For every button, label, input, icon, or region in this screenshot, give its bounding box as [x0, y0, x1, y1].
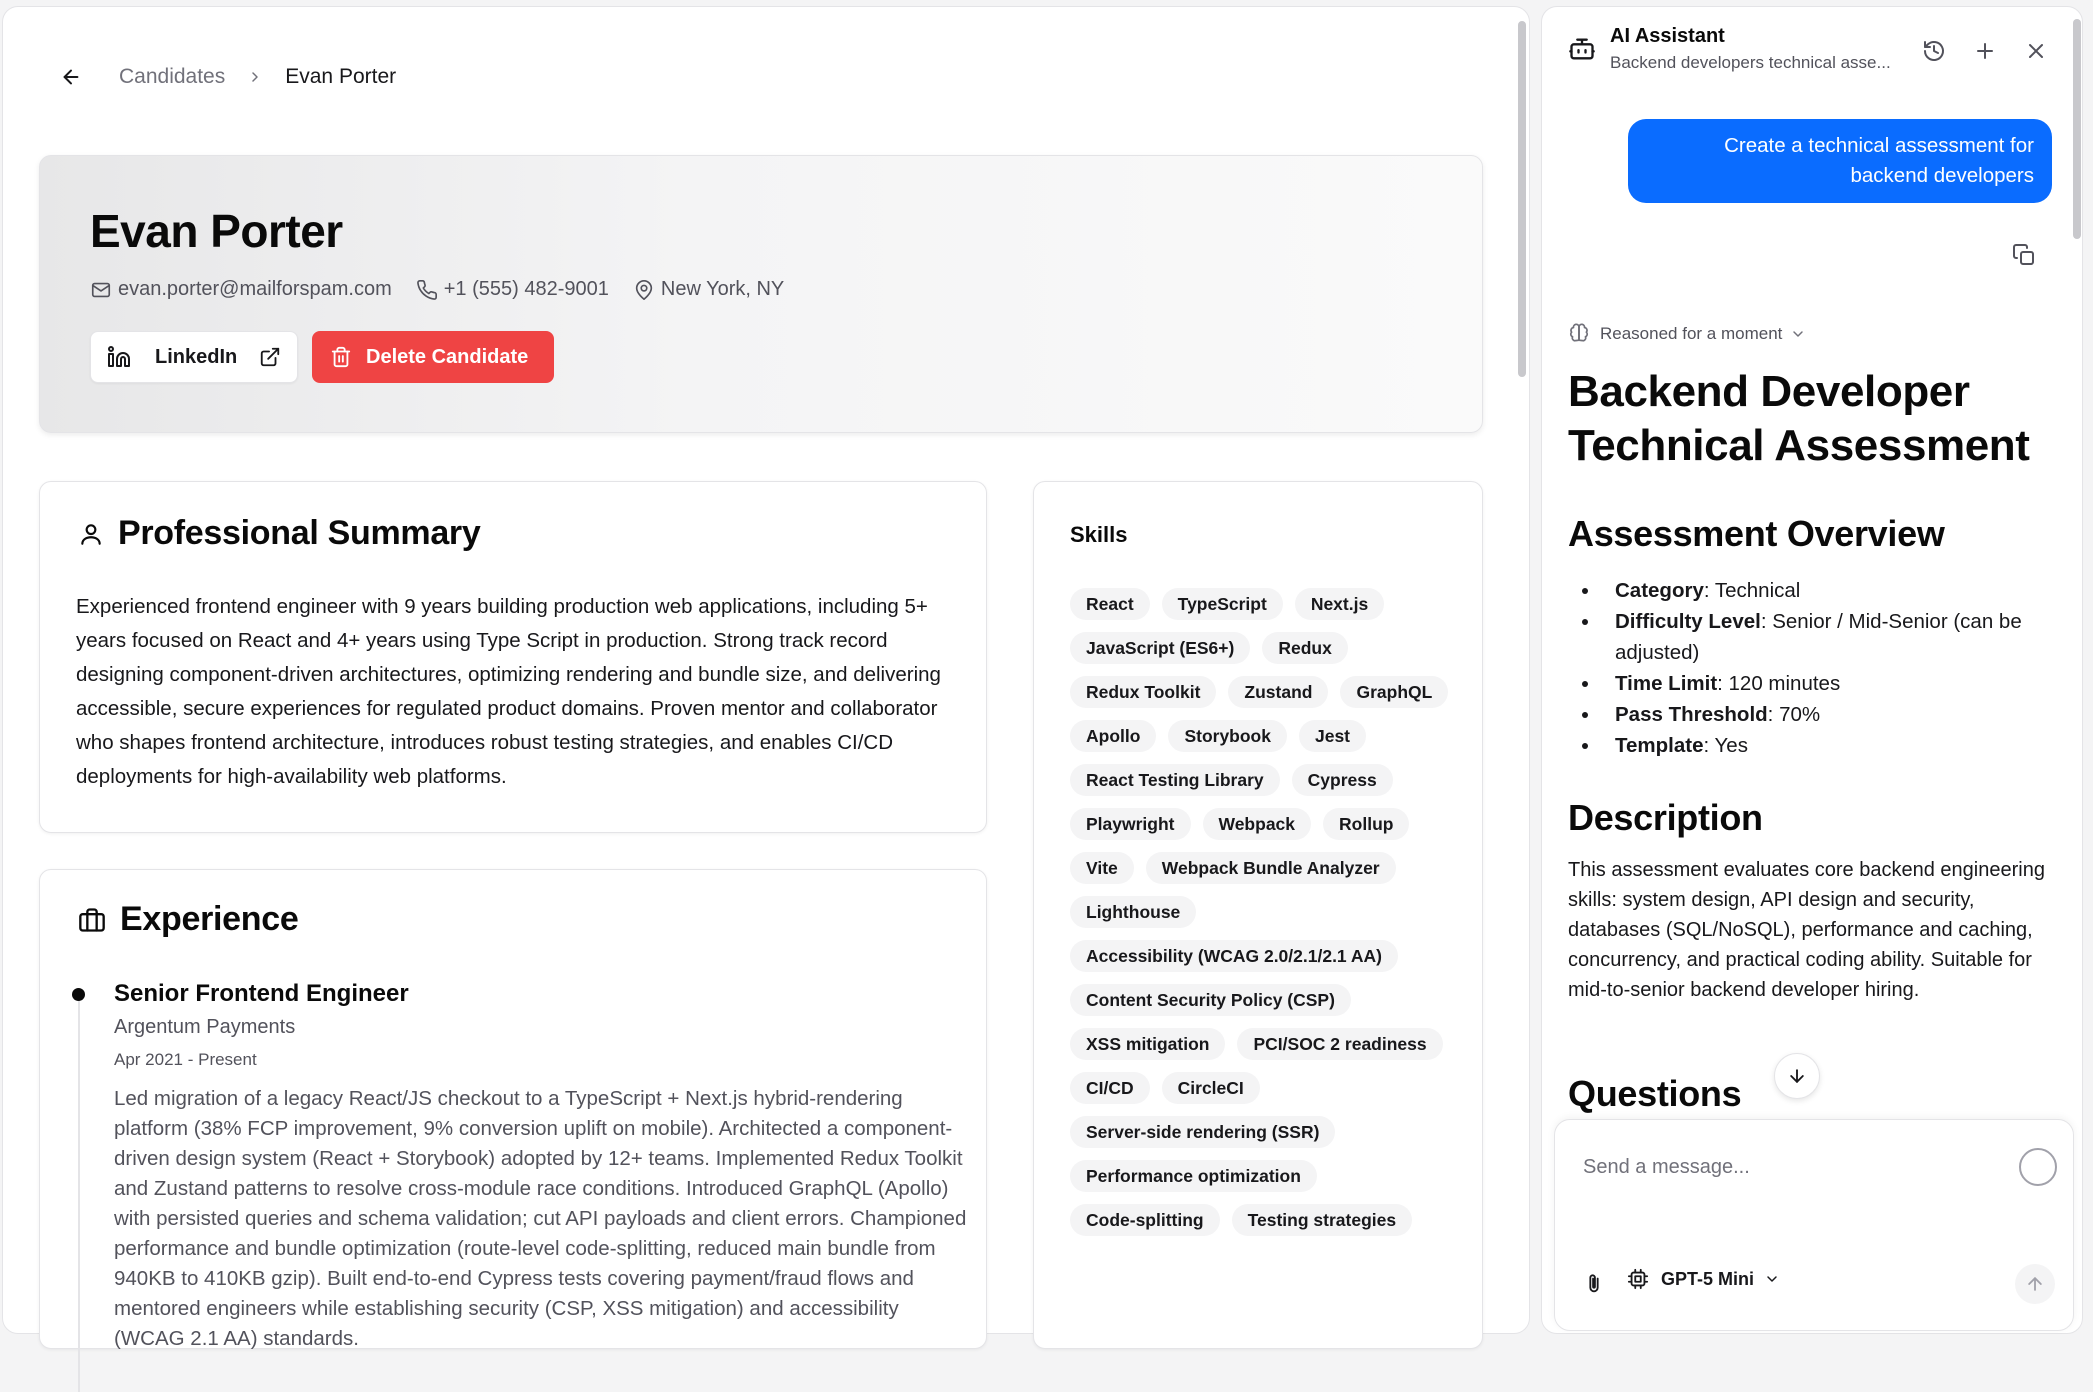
description-heading: Description [1568, 797, 1763, 838]
brain-icon [1568, 323, 1590, 345]
reasoned-label: Reasoned for a moment [1600, 324, 1783, 343]
candidate-profile-card [39, 155, 1483, 433]
copy-button[interactable] [2012, 243, 2036, 272]
plus-icon [1973, 39, 1997, 63]
message-input[interactable] [1583, 1156, 1983, 1179]
overview-label: Pass Threshold [1615, 703, 1768, 726]
job-description: Led migration of a legacy React/JS checkout to a TypeScript + Next.js hybrid-rendering platform (38% FCP improvement, 9% conversion uplift on mobile). Architected a component-driven design system (React + Storybook) adopted by 12+ teams. Implemented Redux Toolkit and Zustand patterns to resolve cross-module race conditions. Introduced GraphQL (Apollo) with persisted queries and schema validation; cut API payloads and client errors. Championed performance and bundle optimization (route-level code-splitting, reduced main bundle from 940KB to 410KB gzip). Built end-to-end Cypress tests covering payment/fraud flows and mentored engineers while establishing security (CSP, XSS mitigation) and accessibility (WCAG 2.1 AA) standards. [114, 1087, 967, 1350]
linkedin-icon [107, 345, 131, 369]
skills-card [1033, 481, 1483, 1349]
back-button[interactable] [55, 61, 87, 93]
skill-chip: GraphQL [1340, 676, 1448, 708]
overview-heading: Assessment Overview [1568, 513, 1945, 554]
map-pin-icon [633, 279, 655, 301]
arrow-down-icon [1787, 1066, 1807, 1086]
main-scrollbar[interactable] [1518, 21, 1526, 377]
paperclip-icon [1583, 1272, 1605, 1296]
user-icon [78, 521, 104, 547]
overview-item-time-limit [1568, 668, 2058, 699]
overview-value: : Technical [1703, 579, 1801, 602]
delete-candidate-button[interactable] [312, 331, 554, 383]
candidate-detail-panel [2, 6, 1530, 1350]
skill-chip: Webpack Bundle Analyzer [1146, 852, 1396, 884]
bot-icon [1568, 35, 1596, 63]
timeline-dot [72, 988, 85, 1001]
skill-chip: Performance optimization [1070, 1160, 1317, 1192]
email-contact[interactable] [90, 278, 392, 301]
message-composer [1554, 1119, 2074, 1331]
skill-chip: Server-side rendering (SSR) [1070, 1116, 1335, 1148]
close-icon [2024, 39, 2048, 63]
reasoning-toggle[interactable] [1568, 323, 1806, 345]
skill-chip: CircleCI [1162, 1072, 1260, 1104]
skill-chip: Code-splitting [1070, 1204, 1220, 1236]
overview-value: : 70% [1767, 703, 1821, 726]
phone-text: +1 (555) 482-9001 [443, 278, 609, 300]
skill-chip: React [1070, 588, 1150, 620]
send-button[interactable] [2015, 1264, 2055, 1304]
model-selector[interactable] [1627, 1268, 1780, 1290]
skill-chip: Playwright [1070, 808, 1191, 840]
assistant-subtitle: Backend developers technical asse... [1610, 53, 1891, 72]
skill-chip: Redux [1262, 632, 1347, 664]
voice-status-indicator[interactable] [2019, 1148, 2057, 1186]
back-arrow-icon [60, 66, 82, 88]
cpu-icon [1627, 1268, 1649, 1290]
skill-chip: Apollo [1070, 720, 1156, 752]
skill-chip: XSS mitigation [1070, 1028, 1225, 1060]
trash-icon [330, 346, 352, 368]
overview-value: : 120 minutes [1717, 672, 1841, 695]
assessment-title: Backend Developer Technical Assessment [1568, 367, 2030, 470]
external-link-icon [259, 346, 281, 368]
copy-icon [2012, 243, 2036, 267]
phone-icon [416, 279, 438, 301]
mail-icon [90, 279, 112, 301]
contact-info [90, 278, 808, 301]
overview-item-difficulty [1568, 606, 2058, 668]
skill-chip: PCI/SOC 2 readiness [1237, 1028, 1442, 1060]
overview-item-pass-threshold [1568, 699, 2058, 730]
professional-summary-heading [78, 514, 480, 553]
assistant-header [1542, 7, 2082, 87]
breadcrumb-candidates-link[interactable]: Candidates [119, 65, 226, 88]
chevron-down-icon [1790, 326, 1806, 342]
ai-assistant-panel [1541, 6, 2083, 1334]
description-text: This assessment evaluates core backend engineering skills: system design, API design and security, databases (SQL/NoSQL), performance and caching, concurrency, and practical coding ability. Suitable for mid-to-senior backend developer hiring. [1568, 859, 2045, 1001]
skill-chip: Redux Toolkit [1070, 676, 1216, 708]
phone-contact[interactable] [416, 278, 609, 301]
overview-value: : Yes [1703, 734, 1748, 757]
briefcase-icon [78, 906, 106, 934]
skill-chip: CI/CD [1070, 1072, 1150, 1104]
overview-item-category [1568, 575, 2058, 606]
skills-list [1070, 588, 1470, 1236]
experience-heading [78, 900, 298, 939]
timeline-line [78, 992, 80, 1392]
skill-chip: Webpack [1203, 808, 1312, 840]
linkedin-button[interactable] [90, 331, 298, 383]
skill-chip: Accessibility (WCAG 2.0/2.1/2.1 AA) [1070, 940, 1398, 972]
overview-value: : Senior / Mid-Senior (can be adjusted) [1615, 610, 2022, 664]
profile-actions [90, 331, 554, 383]
breadcrumb-current: Evan Porter [285, 65, 397, 88]
history-button[interactable] [1920, 37, 1948, 65]
professional-summary-text: Experienced frontend engineer with 9 years building production web applications, including 5+ years focused on React and 4+ years using Type Script in production. Strong track record designing component-driven architectures, optimizing rendering and bundle size, and delivering accessible, secure experiences for regulated product domains. Proven mentor and collaborator who shapes frontend architecture, introduces robust testing strategies, and enables CI/CD deployments for high-availability web platforms. [76, 595, 941, 788]
chevron-right-icon [247, 69, 263, 85]
chevron-down-icon [1764, 1271, 1780, 1287]
location-contact [633, 278, 784, 301]
experience-card [39, 869, 987, 1349]
skill-chip: Rollup [1323, 808, 1409, 840]
assistant-title: AI Assistant [1610, 25, 1725, 47]
professional-summary-title: Professional Summary [118, 514, 481, 552]
skill-chip: Next.js [1295, 588, 1384, 620]
skill-chip: Content Security Policy (CSP) [1070, 984, 1351, 1016]
experience-title: Experience [120, 900, 299, 938]
overview-list [1568, 575, 2058, 761]
questions-heading: Questions [1568, 1073, 1742, 1114]
overview-label: Category [1615, 579, 1704, 602]
scroll-to-bottom-button[interactable] [1774, 1053, 1820, 1099]
skill-chip: Jest [1299, 720, 1366, 752]
close-button[interactable] [2022, 37, 2050, 65]
linkedin-label: LinkedIn [155, 345, 238, 368]
overview-label: Time Limit [1615, 672, 1718, 695]
attach-button[interactable] [1583, 1272, 1605, 1301]
job-dates: Apr 2021 - Present [114, 1050, 257, 1069]
overview-item-template [1568, 730, 2058, 761]
user-message-bubble: Create a technical assessment for backend developers [1628, 119, 2052, 203]
job-company: Argentum Payments [114, 1016, 296, 1038]
location-text: New York, NY [660, 278, 785, 300]
overview-label: Difficulty Level [1615, 610, 1761, 633]
candidate-name: Evan Porter [90, 205, 343, 257]
skill-chip: Cypress [1292, 764, 1393, 796]
skill-chip: Zustand [1228, 676, 1328, 708]
skills-title: Skills [1070, 522, 1128, 547]
professional-summary-card [39, 481, 987, 833]
skill-chip: Storybook [1168, 720, 1287, 752]
skill-chip: TypeScript [1162, 588, 1283, 620]
skill-chip: React Testing Library [1070, 764, 1280, 796]
skill-chip: JavaScript (ES6+) [1070, 632, 1250, 664]
history-icon [1922, 39, 1946, 63]
new-chat-button[interactable] [1971, 37, 1999, 65]
skill-chip: Vite [1070, 852, 1134, 884]
skill-chip: Testing strategies [1232, 1204, 1412, 1236]
arrow-up-icon [2025, 1274, 2045, 1294]
breadcrumb [55, 59, 396, 95]
email-text: evan.porter@mailforspam.com [118, 278, 392, 300]
overview-label: Template [1615, 734, 1704, 757]
delete-candidate-label: Delete Candidate [366, 345, 529, 368]
model-label: GPT-5 Mini [1661, 1268, 1755, 1289]
job-title: Senior Frontend Engineer [114, 980, 409, 1007]
skill-chip: Lighthouse [1070, 896, 1196, 928]
